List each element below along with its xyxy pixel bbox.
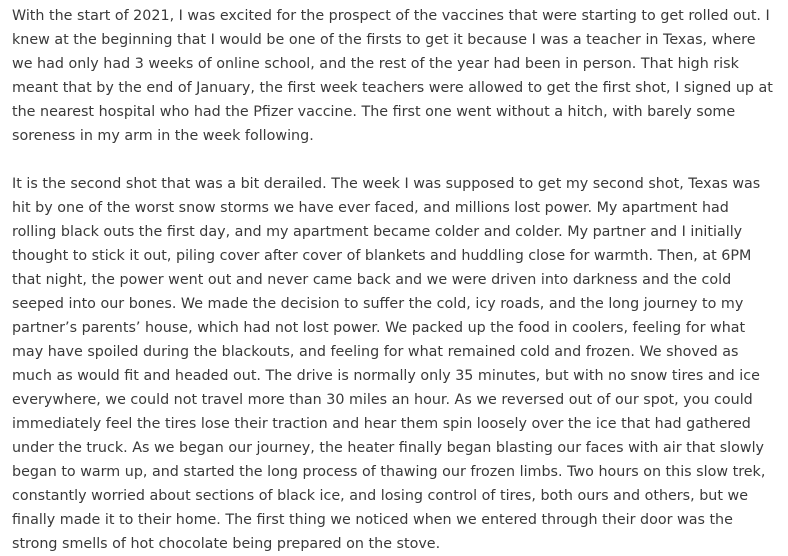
story-paragraph-1: With the start of 2021, I was excited for the prospect of the vaccines that were starting to get rolled out. I knew at the beginning that I would be one of the firsts to get it because I was a teacher in Texas, where we had only had 3 weeks of online school, and the rest of the year had been in person. That high risk meant that by the end of January, the first week teachers were allowed to get the first shot, I signed up at the nearest hospital who had the Pfizer vaccine. The first one went without a hitch, with barely some soreness in my arm in the week following. <box>12 8 773 144</box>
story-paragraph-2: It is the second shot that was a bit derailed. The week I was supposed to get my second shot, Texas was hit by one of the worst snow storms we have ever faced, and millions lost power. My apartment had rolling black outs the first day, and my apartment became colder and colder. My partner and I initially thought to stick it out, piling cover after cover of blankets and huddling close for warmth. Then, at 6PM that night, the power went out and never came back and we were driven into darkness and the cold seeped into our bones. We made the decision to suffer the cold, icy roads, and the long journey to my partner’s parents’ house, which had not lost power. We packed up the food in coolers, feeling for what may have spoiled during the blackouts, and feeling for what remained cold and frozen. We shoved as much as would fit and headed out. The drive is normally only 35 minutes, but with no snow tires and ice everywhere, we could not travel more than 30 miles an hour. As we reversed out of our spot, you could immediately feel the tires lose their traction and hear them spin loosely over the ice that had gathered under the truck. As we began our journey, the heater finally began blasting our faces with air that slowly began to warm up, and started the long process of thawing our frozen limbs. Two hours on this slow trek, constantly worried about sections of black ice, and losing control of tires, both ours and others, but we finally made it to their home. The first thing we noticed when we entered through their door was the strong smells of hot chocolate being prepared on the stove. <box>12 176 766 552</box>
